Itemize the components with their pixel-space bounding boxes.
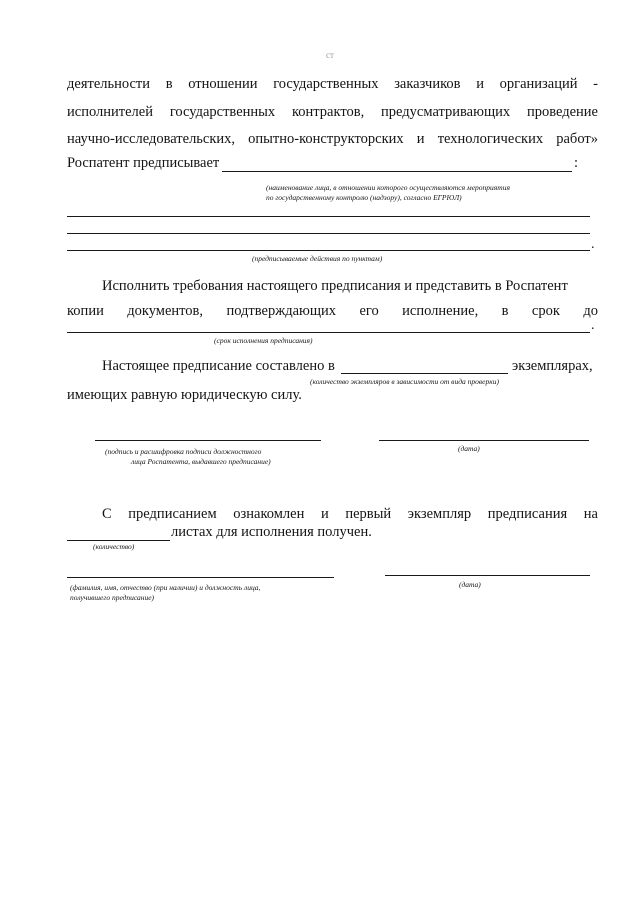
word: в [165, 76, 173, 92]
word: предусматривающих [381, 104, 511, 120]
intro-line-2 [67, 104, 598, 121]
word: заказчиков [394, 76, 461, 92]
requirement-line-2 [67, 303, 598, 320]
word: проведение [526, 104, 598, 120]
word: подтверждающих [226, 303, 337, 319]
word: копии [67, 303, 104, 319]
word: опытно-конструкторских [248, 131, 404, 147]
intro-line-3 [67, 131, 598, 148]
caption-subject-line-1: (наименование лица, в отношении которого осуществляются мероприятия [266, 183, 510, 192]
caption-subject-line-2: по государственному контролю (надзору), согласно ЕГРЮЛ) [266, 193, 462, 202]
word: - [593, 76, 598, 92]
word: экземпляр [407, 506, 472, 522]
caption-copies: (количество экземпляров в зависимости от вида проверки) [310, 377, 499, 386]
period: . [591, 318, 595, 333]
deadline-fill-line[interactable] [67, 332, 590, 333]
caption-signature-line-2: лица Роспатента, выдавшего предписание) [131, 457, 271, 466]
caption-quantity: (количество) [93, 542, 135, 551]
date-fill-line[interactable] [379, 440, 589, 441]
word: государственных [169, 104, 276, 120]
word: и [320, 506, 329, 522]
word: и [416, 131, 425, 147]
ack-suffix: листах для исполнения получен. [171, 524, 372, 540]
word: до [583, 303, 598, 319]
word: деятельности [67, 76, 151, 92]
word: документов, [127, 303, 204, 319]
word: отношении [188, 76, 258, 92]
actions-fill-line-3[interactable] [67, 250, 590, 251]
word: ознакомлен [233, 506, 305, 522]
word: на [583, 506, 598, 522]
word: срок [531, 303, 560, 319]
word: С [102, 506, 112, 522]
intro-line-1 [67, 76, 598, 93]
word: первый [345, 506, 392, 522]
legal-force: имеющих равную юридическую силу. [67, 387, 302, 403]
requirement-line: Исполнить требования настоящего предписания и представить в Роспатент [102, 278, 568, 294]
copies-suffix: экземплярах, [512, 358, 593, 374]
word: его [359, 303, 379, 319]
caption-recipient-line-2: получившего предписание) [70, 593, 155, 602]
word: государственных [273, 76, 379, 92]
caption-actions: (предписываемые действия по пунктам) [252, 254, 383, 263]
copies-fill-line[interactable] [341, 373, 508, 374]
page-mark: ст [326, 50, 334, 60]
actions-fill-line-2[interactable] [67, 233, 590, 234]
word: исполнение, [402, 303, 479, 319]
word: исполнителей [67, 104, 153, 120]
word: организаций [499, 76, 578, 92]
period: . [591, 237, 595, 252]
recipient-fill-line[interactable] [67, 577, 334, 578]
word: научно-исследовательских, [67, 131, 236, 147]
date-fill-line-2[interactable] [385, 575, 590, 576]
quantity-fill-line[interactable] [67, 540, 170, 541]
word: работ» [556, 131, 598, 147]
word: предписанием [128, 506, 217, 522]
word: контрактов, [291, 104, 365, 120]
caption-signature-line-1: (подпись и расшифровка подписи должностного [105, 447, 262, 456]
word: в [501, 303, 509, 319]
word: технологических [437, 131, 544, 147]
signature-fill-line[interactable] [95, 440, 321, 441]
caption-date: (дата) [458, 444, 480, 453]
copies-prefix: Настоящее предписание составлено в [102, 358, 335, 374]
word: предписания [487, 506, 568, 522]
prescribes-label: Роспатент предписывает [67, 155, 220, 171]
caption-deadline: (срок исполнения предписания) [214, 336, 313, 345]
actions-fill-line-1[interactable] [67, 216, 590, 217]
caption-date-2: (дата) [459, 580, 481, 589]
subject-fill-line[interactable] [222, 171, 572, 172]
ack-line [102, 506, 598, 523]
word: и [476, 76, 484, 92]
prescribes-colon: : [574, 155, 579, 171]
caption-recipient-line-1: (фамилия, имя, отчество (при наличии) и должность лица, [70, 583, 261, 592]
